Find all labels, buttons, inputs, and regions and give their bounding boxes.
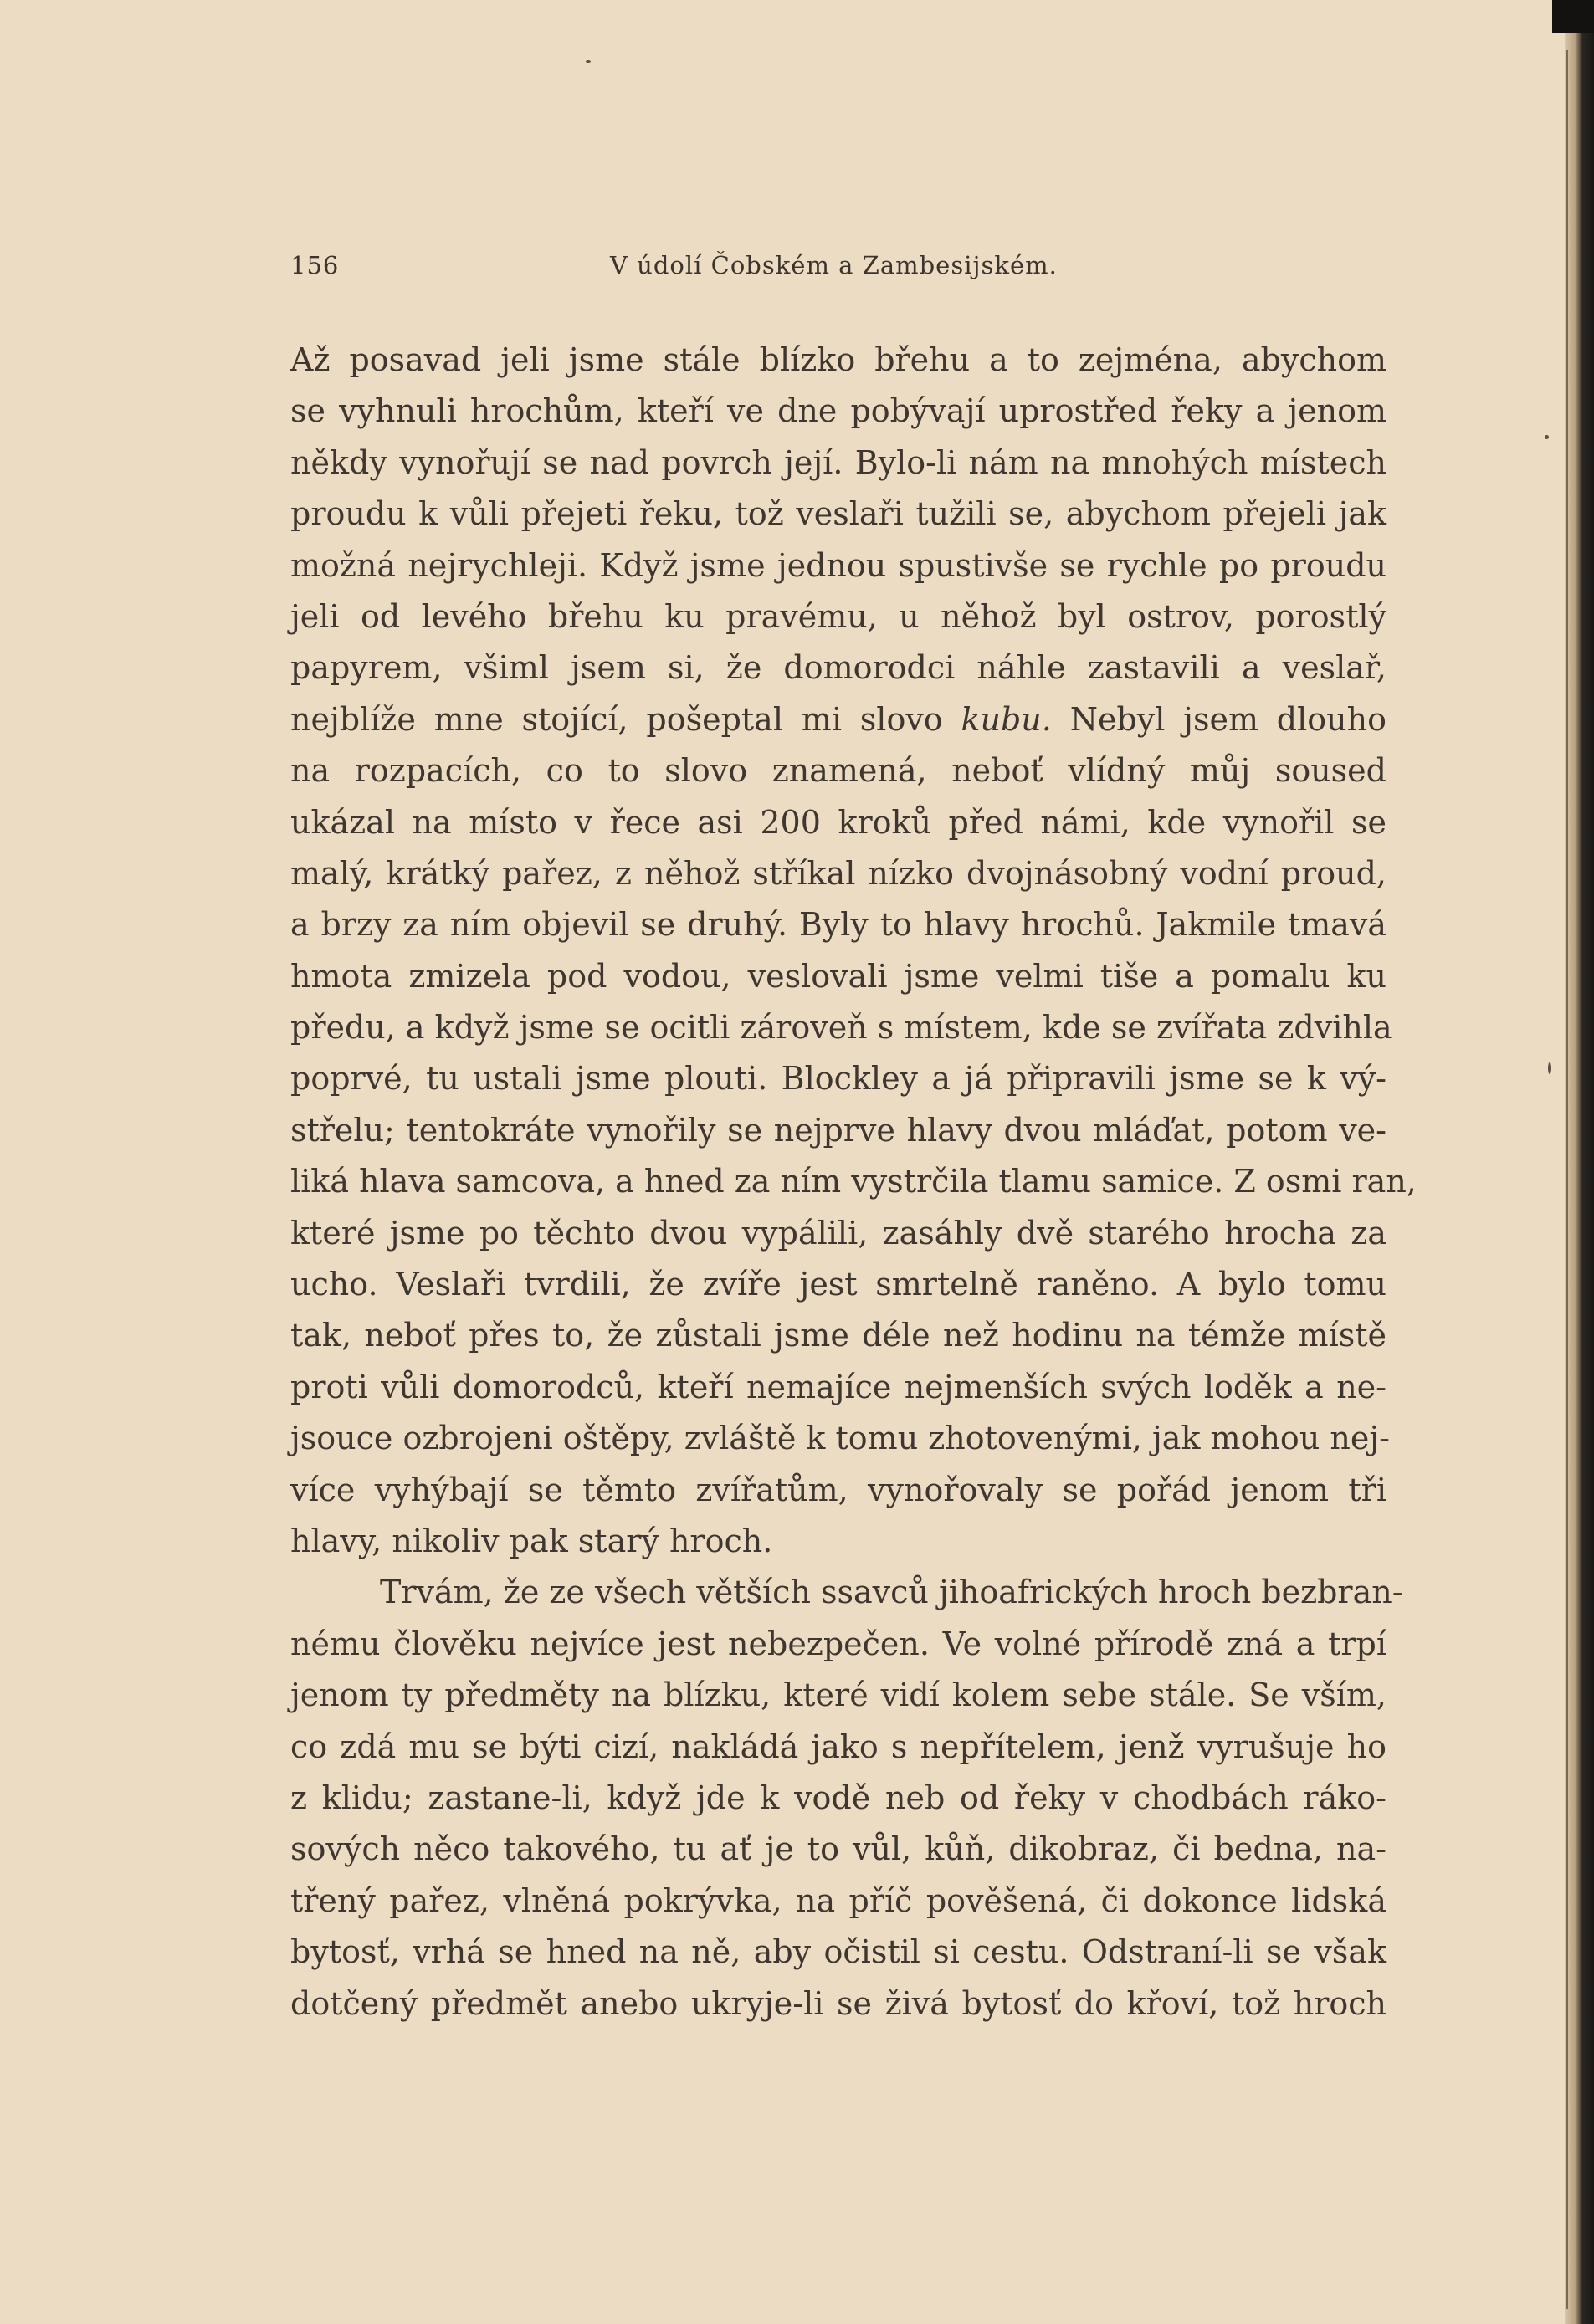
- body-text: [290, 335, 1417, 2030]
- text-line: více vyhýbají se těmto zvířatům, vynořovaly se pořád jenom tři: [290, 1471, 1386, 1508]
- text-line: střelu; tentokráte vynořily se nejprve hlavy dvou mláďat, potom ve-: [290, 1111, 1386, 1149]
- text-segment: nejblíže mne stojící, pošeptal mi slovo: [290, 700, 943, 738]
- text-line: a brzy za ním objevil se druhý. Byly to hlavy hrochů. Jakmile tmavá: [290, 906, 1386, 944]
- text-line: Až posavad jeli jsme stále blízko břehu a to zejména, abychom: [290, 341, 1386, 378]
- text-line: poprvé, tu ustali jsme plouti. Blockley a já připravili jsme se k vý-: [290, 1060, 1386, 1098]
- text-line: které jsme po těchto dvou vypálili, zasáhly dvě starého hrocha za: [290, 1214, 1386, 1252]
- text-segment: Nebyl jsem dlouho: [1069, 700, 1386, 738]
- text-line: možná nejrychleji. Když jsme jednou spustivše se rychle po proudu: [290, 546, 1386, 584]
- text-line: jeli od levého břehu ku pravému, u něhož byl ostrov, porostlý: [290, 597, 1386, 635]
- scan-corner: [1552, 0, 1594, 33]
- text-line: se vyhnuli hrochům, kteří ve dne pobývají uprostřed řeky a jenom: [290, 392, 1386, 430]
- text-line: papyrem, všiml jsem si, že domorodci náhle zastavili a veslař,: [290, 649, 1386, 687]
- page-edge-shadow: [1565, 0, 1594, 2324]
- text-line: proudu k vůli přejeti řeku, tož veslaři tužili se, abychom přejeli jak: [290, 495, 1386, 533]
- page-edge-line: [1566, 50, 1568, 2309]
- text-line: liká hlava samcova, a hned za ním vystrčila tlamu samice. Z osmi ran,: [290, 1163, 1417, 1200]
- text-line: dotčený předmět anebo ukryje-li se živá bytosť do křoví, tož hroch: [290, 1984, 1386, 2022]
- text-line: předu, a když jsme se ocitli zároveň s místem, kde se zvířata zdvihla: [290, 1009, 1392, 1047]
- text-line: třený pařez, vlněná pokrývka, na příč pověšená, či dokonce lidská: [290, 1881, 1386, 1919]
- page-header: [290, 251, 1386, 284]
- text-line: z klidu; zastane-li, když jde k vodě neb od řeky v chodbách ráko-: [290, 1779, 1386, 1816]
- text-line: na rozpacích, co to slovo znamená, neboť vlídný můj soused: [290, 752, 1386, 790]
- text-line: bytosť, vrhá se hned na ně, aby očistil si cestu. Odstraní-li se však: [290, 1933, 1386, 1971]
- text-line: malý, krátký pařez, z něhož stříkal nízko dvojnásobný vodní proud,: [290, 854, 1386, 892]
- print-speck: [586, 60, 591, 63]
- text-line: někdy vynořují se nad povrch její. Bylo-li nám na mnohých místech: [290, 443, 1386, 481]
- print-speck: [1545, 435, 1549, 439]
- text-line: co zdá mu se býti cizí, nakládá jako s nepřítelem, jenž vyrušuje ho: [290, 1728, 1386, 1765]
- text-line: sových něco takového, tu ať je to vůl, kůň, dikobraz, či bedna, na-: [290, 1830, 1386, 1868]
- running-title: V údolí Čobském a Zambesijském.: [610, 251, 1058, 279]
- paragraph-start-line: Trvám, že ze všech větších ssavců jihoafrických hroch bezbran-: [380, 1574, 1403, 1611]
- page-number: 156: [290, 251, 340, 279]
- italic-word-kubu: kubu.: [961, 700, 1052, 738]
- text-line: proti vůli domorodců, kteří nemajíce nejmenších svých loděk a ne-: [290, 1368, 1386, 1405]
- text-line: ukázal na místo v řece asi 200 kroků před námi, kde vynořil se: [290, 803, 1386, 841]
- print-speck: [1548, 1062, 1551, 1074]
- text-line-with-italic: [290, 694, 1386, 745]
- text-line: tak, neboť přes to, že zůstali jsme déle než hodinu na témže místě: [290, 1317, 1386, 1354]
- text-line: jsouce ozbrojeni oštěpy, zvláště k tomu zhotovenými, jak mohou nej-: [290, 1420, 1390, 1457]
- text-line: ucho. Veslaři tvrdili, že zvíře jest smrtelně raněno. A bylo tomu: [290, 1266, 1386, 1303]
- text-line: hmota zmizela pod vodou, veslovali jsme velmi tiše a pomalu ku: [290, 957, 1386, 995]
- text-line: nému člověku nejvíce jest nebezpečen. Ve volné přírodě zná a trpí: [290, 1625, 1386, 1662]
- paragraph-end-line: hlavy, nikoliv pak starý hroch.: [290, 1522, 773, 1559]
- text-line: jenom ty předměty na blízku, které vidí kolem sebe stále. Se vším,: [290, 1676, 1386, 1714]
